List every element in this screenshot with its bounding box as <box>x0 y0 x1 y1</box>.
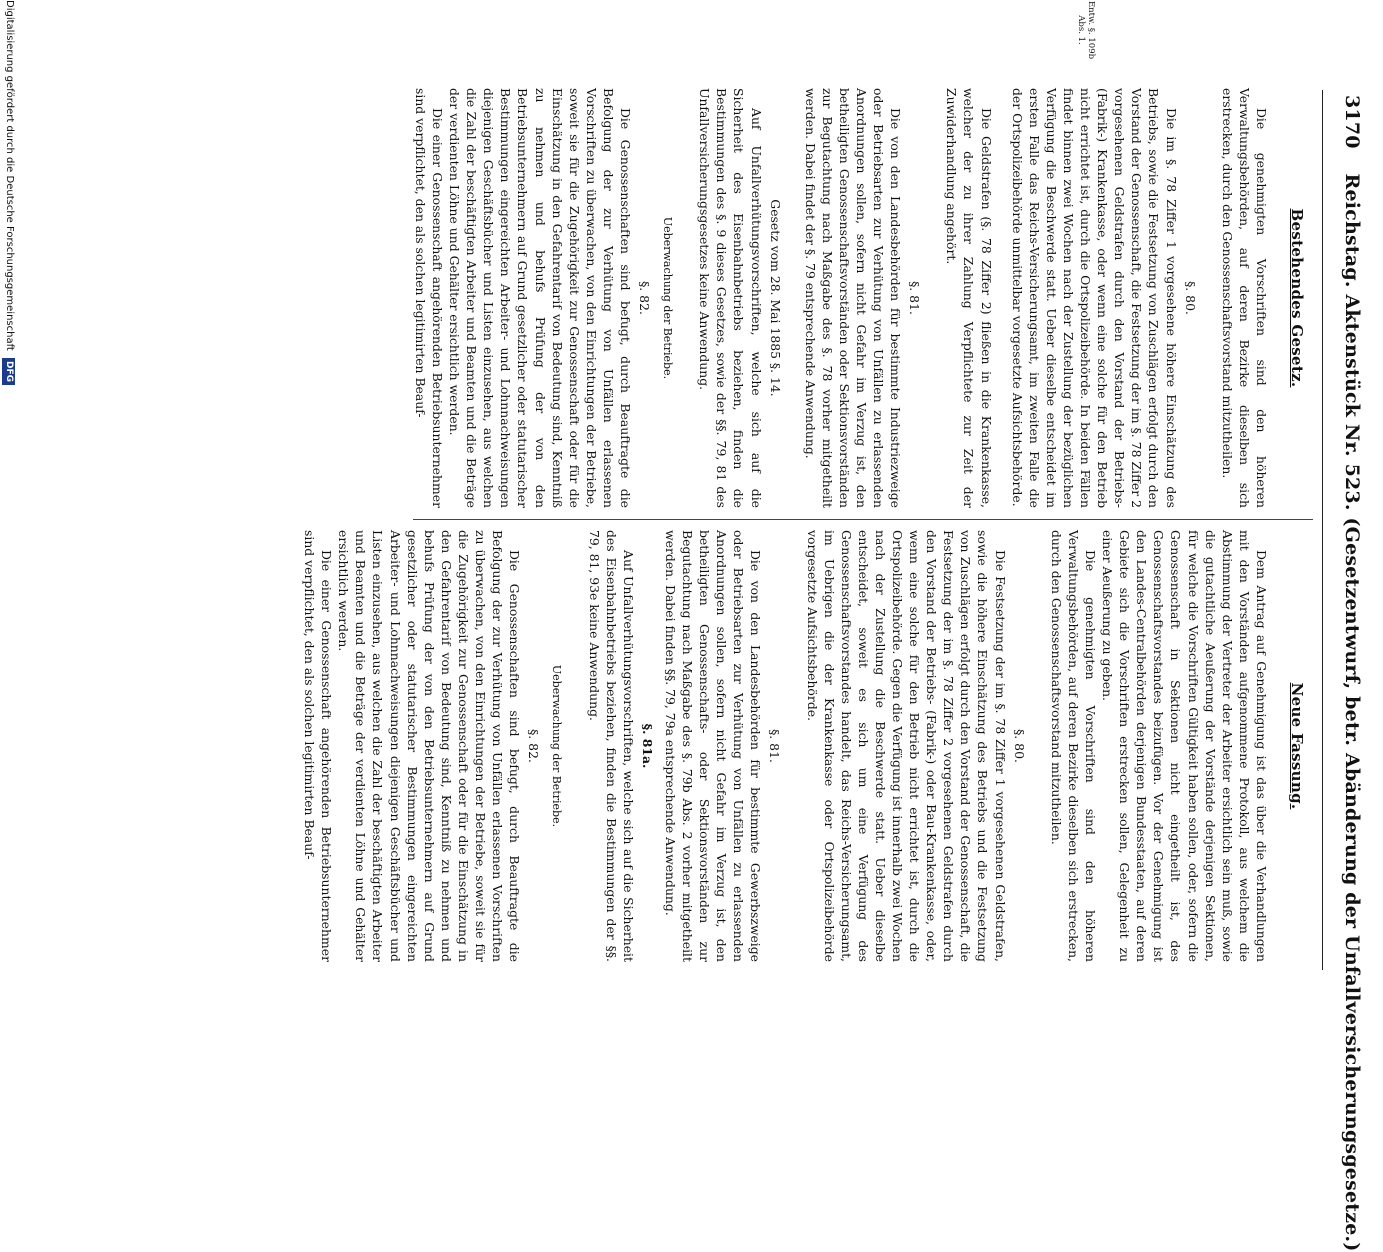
margin-note: Entw. §. 109b Abs. 1. <box>1076 0 1096 60</box>
section-heading: §. 81. <box>767 729 783 763</box>
section-heading: §. 82. <box>526 729 542 763</box>
digitization-note: Digitalisierung gefördert durch die Deutsche Forschungsgemeinschaft <box>4 0 15 351</box>
paragraph: Auf Unfallverhütungsvorschriften, welche sich auf die Sicherheit des Eisenbahnbetriebs beziehen, finden die Bestimmungen des §. 9 dieses Gesetzes, sowie der §§. 79, 81 des Unfallversicherungsgesetzes keine Anwendung. <box>697 88 764 508</box>
header-title: Reichstag. Aktenstück Nr. 523. (Gesetzentwurf, betr. Abänderung der Unfallversicherungsgesetze.) <box>1341 173 1363 1252</box>
paragraph: Dem Antrag auf Genehmigung ist das über die Verhandlungen mit den Vorständen aufgenommene Protokoll, aus welchem die Abstimmung der Vertreter der Arbeiter ersichtlich sein muß, sowie die gutachtliche Aeußerung der Vorstände derjenigen Sektionen, für welche die Vorschriften Gültigkeit haben sollen, oder, sofern die Genossenschaft in Sektionen nicht eingetheilt ist, des Genossenschaftsvorstandes beizufügen. Vor der Genehmigung ist den Landes-Centralbehörden derjenigen Bundesstaaten, auf deren Gebiete sich die Vorschriften erstrecken sollen, Gelegenheit zu einer Aeußerung zu geben. <box>1100 530 1269 962</box>
page-number: 3170 <box>1341 95 1363 149</box>
paragraph: Die genehmigten Vorschriften sind den höheren Verwaltungsbehörden, auf deren Bezirke dieselben sich erstrecken, durch den Genossenschaftsvorstand mitzutheilen. <box>1048 530 1098 962</box>
dfg-logo-icon: DFG <box>2 358 15 385</box>
section-heading: §. 81. <box>907 281 923 315</box>
header-rule <box>1322 90 1323 970</box>
column-divider <box>413 519 1313 520</box>
section-heading: §. 80. <box>1011 729 1027 763</box>
page-header <box>1341 95 1363 1252</box>
paragraph: Die Festsetzung der im §. 78 Ziffer 1 vorgesehenen Geldstrafen, sowie die höhere Einschätzung des Betriebs und die Festsetzung von Zuschlägen erfolgt durch den Vorstand der Genossenschaft, die Festsetzung der im §. 78 Ziffer 2 vorgesehenen Geldstrafen durch den Vorstand der Betriebs- (Fabrik-) oder Bau-Krankenkasse, oder, wenn eine solche für den Betrieb nicht errichtet ist, durch die Ortspolizeibehörde. Gegen die Verfügung ist innerhalb zwei Wochen nach der Zustellung die Beschwerde statt. Ueber dieselbe entscheidet, soweit es sich um eine Verfügung des Genossenschaftsvorstandes handelt, das Reichs-Versicherungsamt, im Uebrigen die der Krankenkasse oder Ortspolizeibehörde vorgesetzte Aufsichtsbehörde. <box>804 530 1008 962</box>
paragraph: Die einer Genossenschaft angehörenden Betriebsunternehmer sind verpflichtet, den als solchen legitimirten Beauf- <box>302 530 335 962</box>
paragraph: Die Genossenschaften sind befugt, durch Beauftragte die Befolgung der zur Verhütung von Unfällen erlassenen Vorschriften zu überwachen, von den Einrichtungen der Betriebe, soweit sie für die Zugehörigkeit zur Genossenschaft oder für die Einschätzung in den Gefahrentarif von Bedeutung sind, Kenntniß zu nehmen und behufs Prüfung der von den Betriebsunternehmern auf Grund gesetzlicher oder statutarischer Bestimmungen eingereichten Arbeiter- und Lohnnachweisungen diejenigen Geschäftsbücher und Listen einzusehen, aus welchen die Zahl der beschäftigten Arbeiter und Beamten und die Beträge der verdienten Löhne und Gehälter ersichtlich werden. <box>447 88 633 508</box>
paragraph: Auf Unfallverhütungsvorschriften, welche sich auf die Sicherheit des Eisenbahnbetriebs beziehen, finden die Bestimmungen der §§. 79, 81, 93e keine Anwendung. <box>586 530 636 962</box>
paragraph: Die im §. 78 Ziffer 1 vorgesehene höhere Einschätzung des Betriebs, sowie die Festsetzung von Zuschlägen erfolgt durch den Vorstand der Genossenschaft, die Festsetzung der im §. 78 Ziffer 2 vorgesehenen Geldstrafen durch den Vorstand der Betriebs- (Fabrik-) Krankenkasse, oder wenn eine solche für den Betrieb nicht errichtet ist, durch die Ortspolizeibehörde. In beiden Fällen findet binnen zwei Wochen nach der Zustellung der bezüglichen Verfügung die Beschwerde statt. Ueber dieselbe entscheidet im ersten Falle das Reichs-Versicherungsamt, im zweiten Falle die der Ortspolizeibehörde unmittelbar vorgesetzte Aufsichtsbehörde. <box>1009 88 1179 508</box>
paragraph: Die Genossenschaften sind befugt, durch Beauftragte die Befolgung der zur Verhütung von Unfällen erlassenen Vorschriften zu überwachen, von den Einrichtungen der Betriebe, soweit sie für die Zugehörigkeit zur Genossenschaft oder für die Einschätzung in den Gefahrentarif von Bedeutung sind, Kenntniß zu nehmen und behufs Prüfung der von den Betriebsunternehmern auf Grund gesetzlicher oder statutarischer Bestimmungen eingereichten Arbeiter- und Lohnnachweisungen diejenigen Geschäftsbücher und Listen einzusehen, aus welchen die Zahl der beschäftigten Arbeiter und Beamten und die Beträge der verdienten Löhne und Gehälter ersichtlich werden. <box>336 530 523 962</box>
section-heading: §. 81a. <box>639 723 655 769</box>
paragraph: Die von den Landesbehörden für bestimmte Gewerbszweige oder Betriebsarten zur Verhütung von Unfällen zu erlassenden Anordnungen sollen, sofern nicht Gefahr im Verzug ist, den betheiligten Genossenschafts- oder Sektionsvorständen zur Begutachtung nach Maßgabe des §. 79b Abs. 2 vorher mitgetheilt werden. Dabei finden §§. 79, 79a entsprechende Anwendung. <box>662 530 764 962</box>
paragraph: Die von den Landesbehörden für bestimmte Industriezweige oder Betriebsarten zur Verhütung von Unfällen zu erlassenden Anordnungen sollen, sofern nicht Gefahr im Verzug ist, den betheiligten Genossenschaftsvorständen oder Sektionsvorständen zur Begutachtung nach Maßgabe des §. 78 vorher mitgetheilt werden. Dabei findet der §. 79 entsprechende Anwendung. <box>802 88 904 508</box>
section-heading: §. 82. <box>637 281 653 315</box>
paragraph: Die einer Genossenschaft angehörenden Betriebsunternehmer sind verpflichtet, den als solchen legitimirten Beauf- <box>412 88 445 508</box>
law-reference: Gesetz vom 28. Mai 1885 §. 14. <box>767 199 783 397</box>
subheading: Ueberwachung der Betriebe. <box>661 216 675 380</box>
left-column <box>412 88 1313 508</box>
left-column-title: Bestehendes Gesetz. <box>1288 208 1306 388</box>
paragraph: Die Geldstrafen (§. 78 Ziffer 2) fließen in die Krankenkasse, welcher der zu ihrer Zahlung Verpflichtete zur Zeit der Zuwiderhandlung angehört. <box>944 88 994 508</box>
section-heading: §. 80. <box>1182 281 1198 315</box>
subheading: Ueberwachung der Betriebe. <box>550 664 564 828</box>
digitization-footer <box>0 0 18 1000</box>
paragraph: Die genehmigten Vorschriften sind den höheren Verwaltungsbehörden, auf deren Bezirke dieselben sich erstrecken, durch den Genossenschaftsvorstand mitzutheilen. <box>1219 88 1269 508</box>
right-column-title: Neue Fassung. <box>1288 682 1306 810</box>
right-column <box>301 530 1313 962</box>
